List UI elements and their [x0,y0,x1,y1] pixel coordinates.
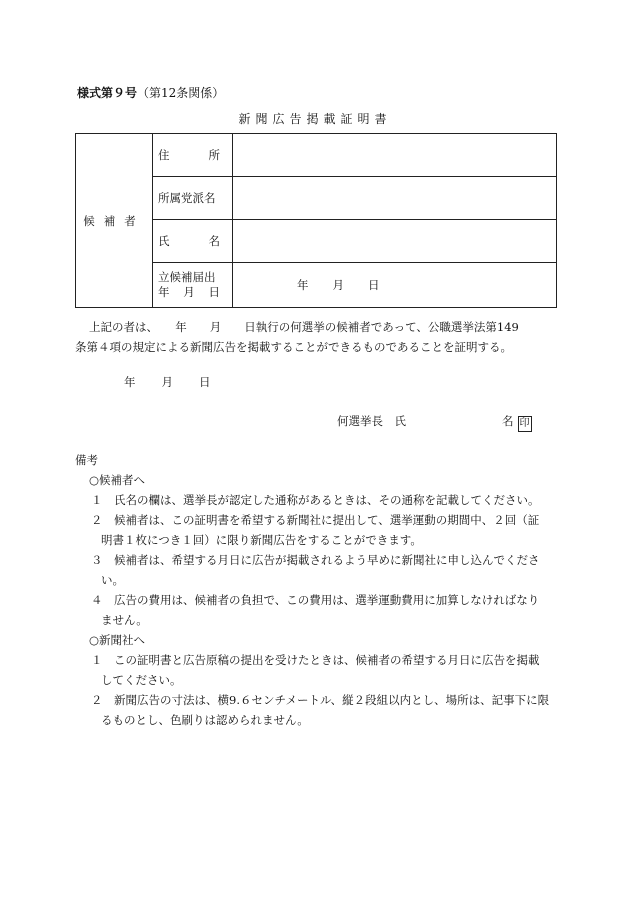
newspaper-note-2-cont: るものとし、色刷りは認められません。 [101,713,309,727]
certificate-table [75,133,557,308]
candidate-note-2: ２ 候補者は、この証明書を希望する新聞社に提出して、選挙運動の期間中、２回（証 [91,513,540,527]
election-chief-title: 何選挙長 氏 [337,414,406,428]
address-label: 住 所 [153,134,233,177]
party-field[interactable] [233,177,557,220]
candidate-note-3: ３ 候補者は、希望する月日に広告が掲載されるよう早めに新聞社に申し込んでくださ [91,553,540,567]
name-label: 氏 名 [153,220,233,263]
candidate-note-4-cont: ません。 [101,613,148,627]
document-title: 新聞広告掲載証明書 [238,112,392,126]
candidate-note-4: ４ 広告の費用は、候補者の負担で、この費用は、選挙運動費用に加算しなければなり [91,593,540,607]
filing-date-field[interactable]: 年 月 日 [233,263,557,308]
party-label: 所属党派名 [153,177,233,220]
newspaper-note-2: ２ 新聞広告の寸法は、横9.６センチメートル、縦２段組以内とし、場所は、記事下に限 [91,693,550,707]
newspaper-note-1: １ この証明書と広告原稿の提出を受けたときは、候補者の希望する月日に広告を掲載 [91,653,540,667]
name-field[interactable] [233,220,557,263]
form-heading [77,84,224,101]
certification-line-2: 条第４項の規定による新聞広告を掲載することができるものであることを証明する。 [75,340,512,354]
candidate-note-1: １ 氏名の欄は、選挙長が認定した通称があるときは、その通称を記載してください。 [91,493,540,507]
certification-line-1: 上記の者は、 年 月 日執行の何選挙の候補者であって、公職選挙法第149 [89,320,519,334]
candidate-note-2-cont: 明書１枚につき１回）に限り新聞広告をすることができます。 [101,533,422,547]
certification-text [75,317,519,357]
notes-section [75,450,549,730]
candidate-side-label: 候補者 [76,134,153,308]
candidates-header: ○候補者へ [89,473,146,487]
candidate-note-3-cont: い。 [101,573,124,587]
newspaper-header: ○新聞社へ [89,633,146,647]
notes-header: 備考 [75,453,98,467]
newspaper-note-1-cont: してください。 [101,673,182,687]
form-number: 様式第９号 [77,86,138,100]
address-field[interactable] [233,134,557,177]
form-relation: （第12条関係） [137,86,225,100]
filing-date-label: 立候補届出 年 月 日 [153,263,233,308]
issue-date: 年 月 日 [124,375,211,389]
election-chief-name: 名 印 [502,413,532,432]
seal-mark: 印 [518,416,532,432]
